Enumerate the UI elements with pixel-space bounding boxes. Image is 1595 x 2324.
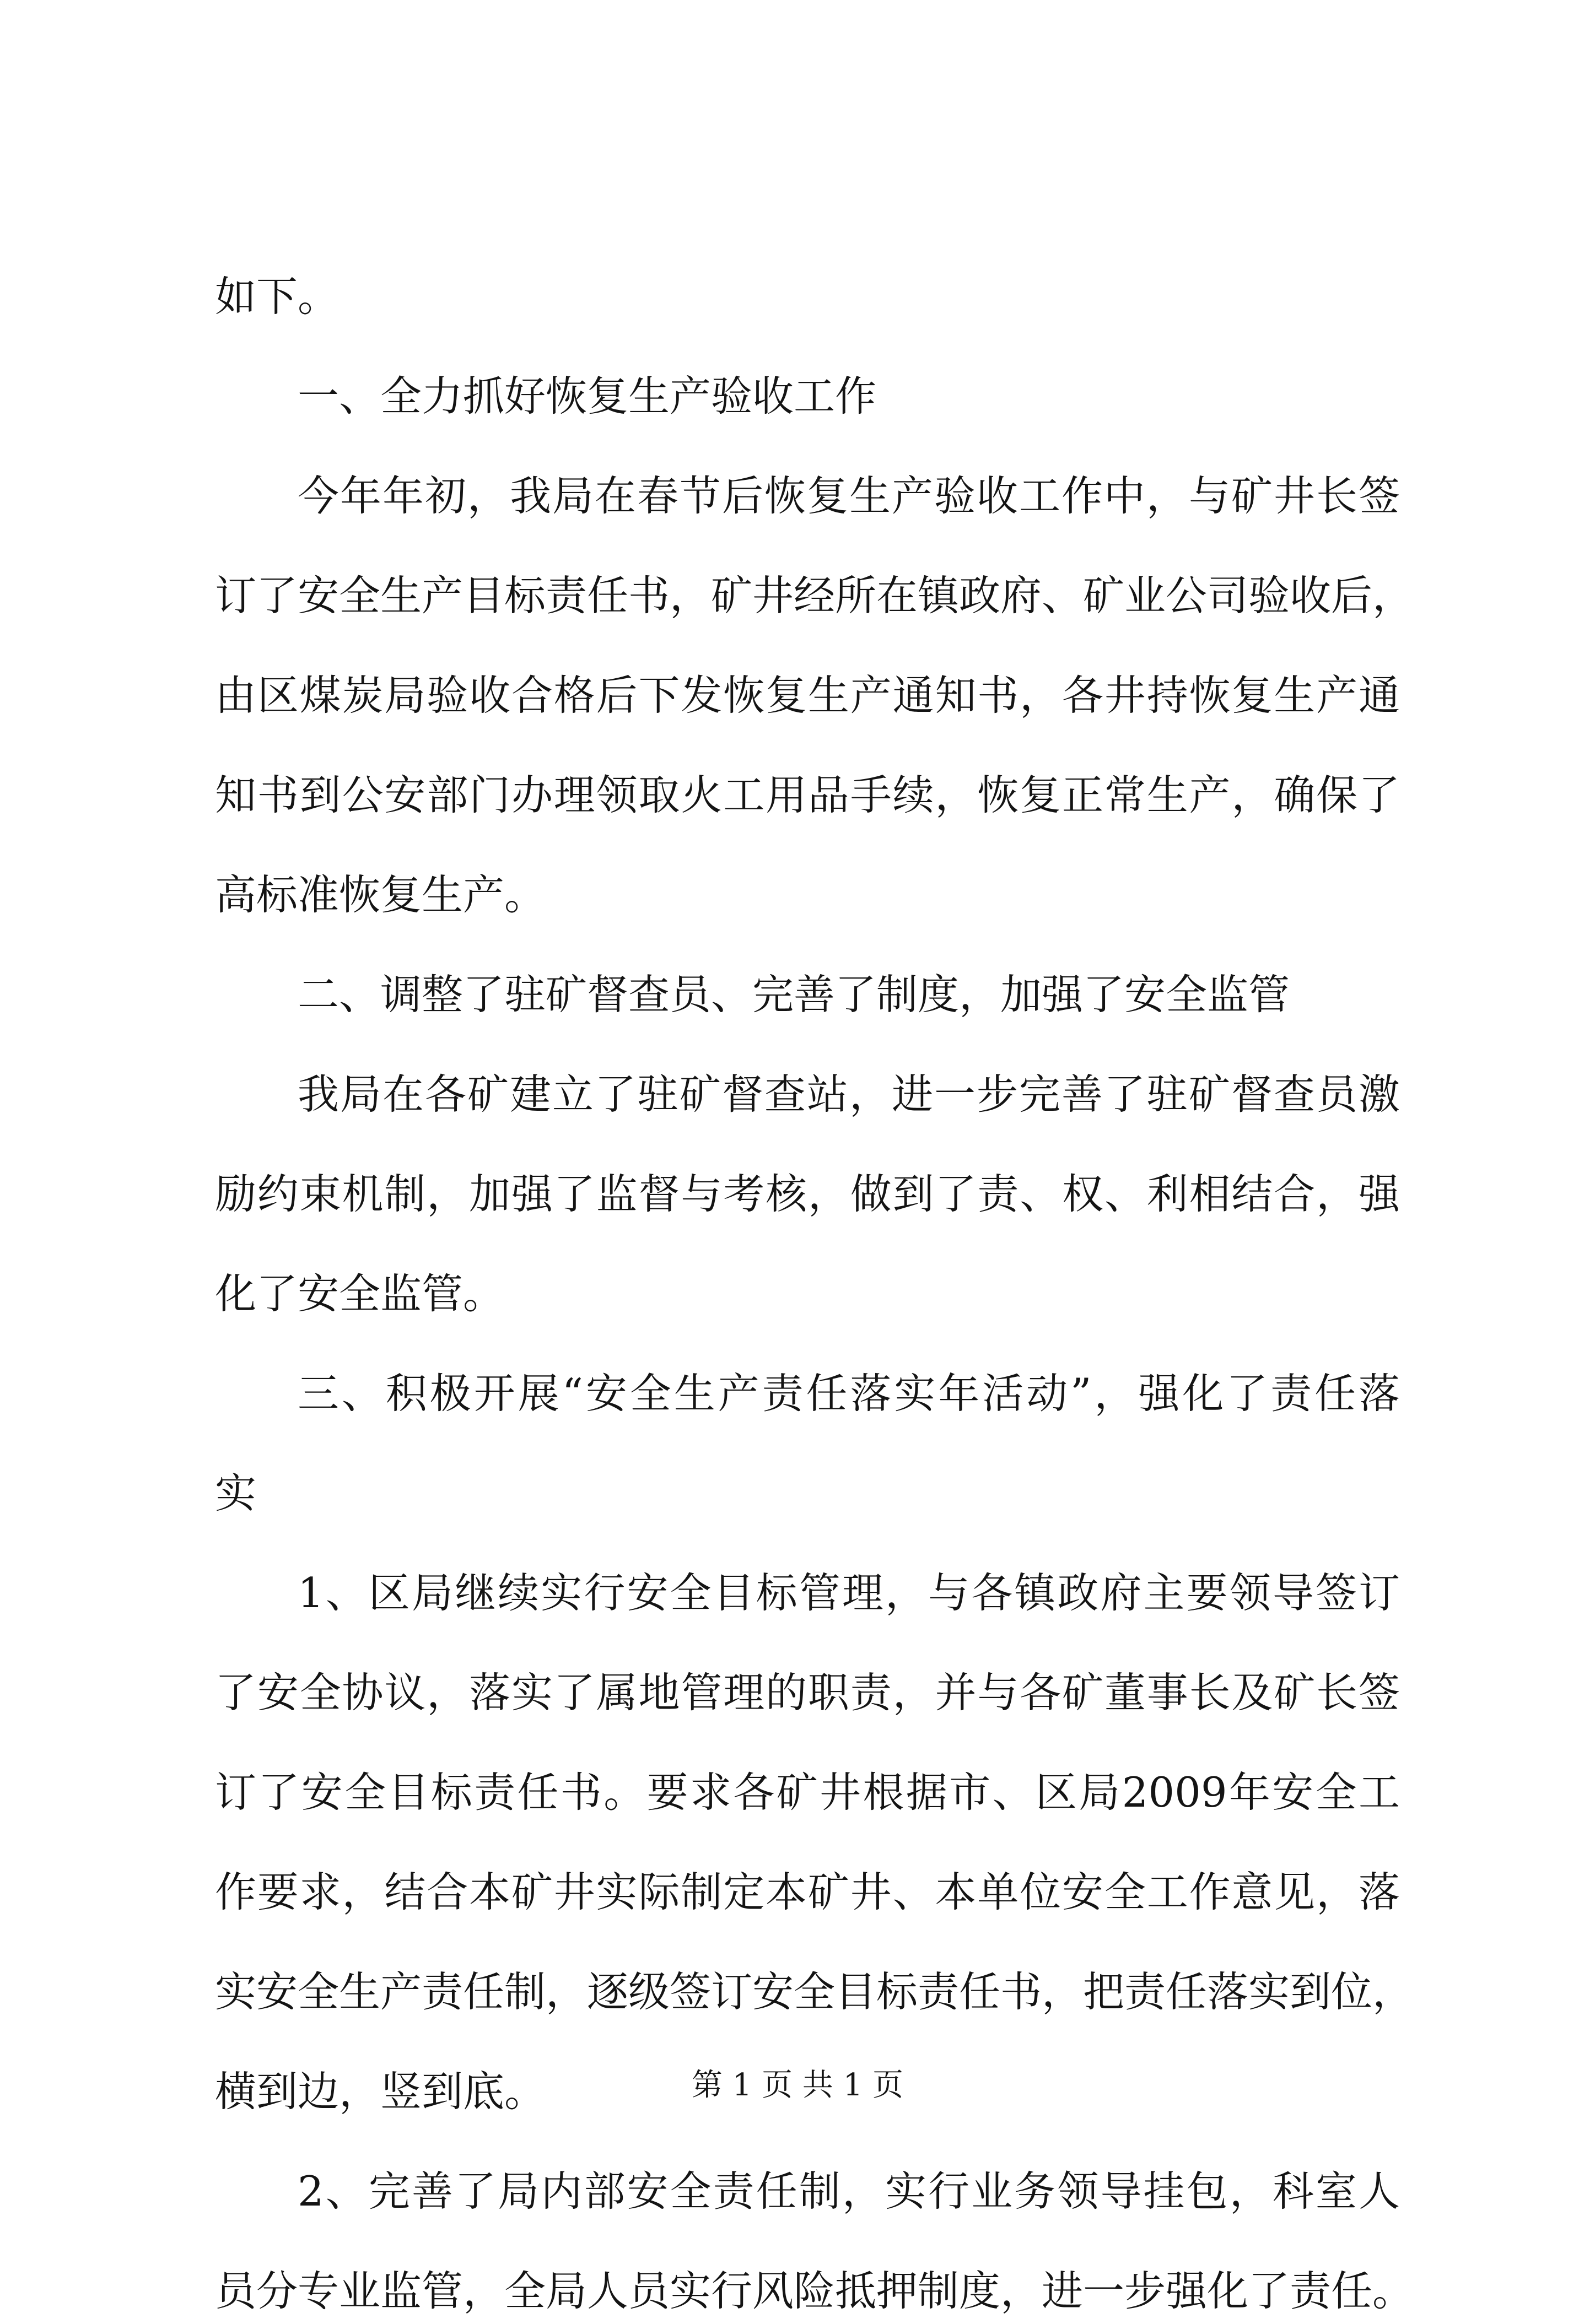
paragraph-line: 员分专业监管，全局人员实行风险抵押制度，进一步强化了责任。 xyxy=(215,2267,1414,2315)
paragraph-line: 订了安全生产目标责任书，矿井经所在镇政府、矿业公司验收后， xyxy=(215,571,1414,620)
paragraph-line: 化了安全监管。 xyxy=(215,1269,505,1318)
paragraph-line: 1、区局继续实行安全目标管理，与各镇政府主要领导签订 xyxy=(298,1569,1400,1617)
paragraph-line: 高标准恢复生产。 xyxy=(215,871,546,919)
paragraph-line: 作要求，结合本矿井实际制定本矿井、本单位安全工作意见，落 xyxy=(215,1868,1400,1916)
paragraph-line: 实安全生产责任制，逐级签订安全目标责任书，把责任落实到位， xyxy=(215,1968,1414,2016)
paragraph-line: 实 xyxy=(215,1469,257,1517)
paragraph-line: 横到边，竖到底。 xyxy=(215,2067,546,2116)
paragraph-line: 三、积极开展“安全生产责任落实年活动”，强化了责任落 xyxy=(298,1369,1400,1418)
paragraph-line: 2、完善了局内部安全责任制，实行业务领导挂包，科室人 xyxy=(298,2167,1400,2215)
paragraph-line: 由区煤炭局验收合格后下发恢复生产通知书，各井持恢复生产通 xyxy=(215,671,1400,720)
page-footer: 第 1 页 共 1 页 xyxy=(691,2067,904,2103)
paragraph-line: 今年年初，我局在春节后恢复生产验收工作中，与矿井长签 xyxy=(298,472,1400,520)
paragraph-line: 知书到公安部门办理领取火工用品手续，恢复正常生产，确保了 xyxy=(215,771,1400,819)
paragraph-line: 了安全协议，落实了属地管理的职责，并与各矿董事长及矿长签 xyxy=(215,1668,1400,1717)
paragraph-line: 我局在各矿建立了驻矿督查站，进一步完善了驻矿督查员激 xyxy=(298,1070,1400,1118)
paragraph-line: 订了安全目标责任书。要求各矿井根据市、区局2009年安全工 xyxy=(215,1768,1400,1817)
paragraph-line: 一、全力抓好恢复生产验收工作 xyxy=(298,372,877,420)
paragraph-line: 如下。 xyxy=(215,272,340,321)
paragraph-line: 二、调整了驻矿督查员、完善了制度，加强了安全监管 xyxy=(298,970,1290,1019)
paragraph-line: 励约束机制，加强了监督与考核，做到了责、权、利相结合，强 xyxy=(215,1170,1400,1218)
